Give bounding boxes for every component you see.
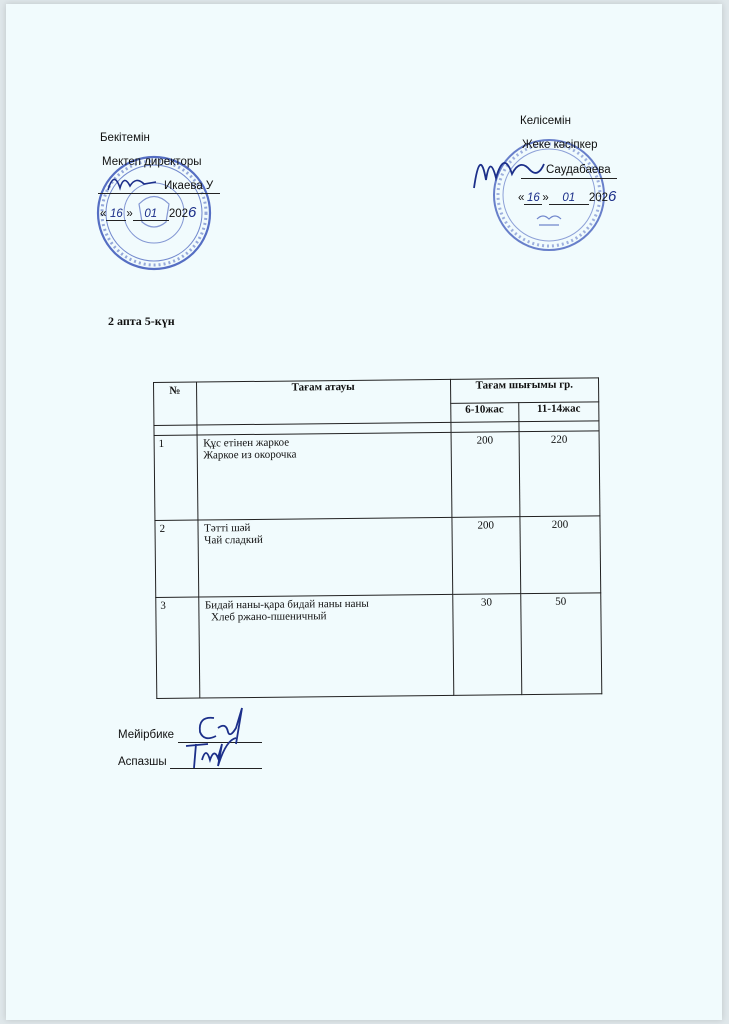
row-number: 1 — [154, 435, 197, 520]
entrepreneur-name: Саудабаева — [546, 164, 611, 176]
header-age-11-14: 11-14жас — [519, 402, 599, 422]
entrepreneur-position: Жеке кәсіпкер — [522, 139, 598, 151]
table-row — [154, 431, 600, 521]
entrepreneur-signature — [468, 144, 548, 194]
dish-name-kz: Тәтті шәй — [204, 521, 251, 535]
approve-title: Бекітемін — [100, 132, 150, 144]
director-name: Икаева У — [164, 180, 214, 192]
dish-name-ru: Чай сладкий — [204, 533, 263, 547]
cook-signature — [182, 730, 246, 774]
row-number: 2 — [155, 520, 198, 597]
portion-6-10: 200 — [451, 517, 520, 595]
cook-label: Аспазшы — [118, 756, 167, 768]
table-row — [155, 516, 601, 598]
director-position: Мектеп директоры — [102, 156, 202, 168]
header-no: № — [154, 382, 197, 425]
dish-name-kz: Бидай наны-қара бидай наны наны — [204, 597, 369, 612]
dish-name-ru: Жаркое из окорочка — [203, 448, 297, 462]
right-date: « 16 » 01 2026 — [518, 188, 617, 205]
header-age-6-10: 6-10жас — [450, 403, 519, 423]
dish-name-ru: Хлеб ржано-пшеничный — [211, 610, 327, 624]
menu-table — [153, 377, 602, 699]
table-row — [156, 593, 602, 699]
dish-name-kz: Құс етінен жаркое — [203, 436, 290, 450]
week-day-title: 2 апта 5-күн — [108, 314, 175, 328]
dish-name — [198, 517, 453, 597]
portion-6-10: 200 — [451, 432, 520, 518]
director-signature — [104, 166, 164, 196]
portion-11-14: 50 — [521, 593, 602, 695]
document-page — [6, 4, 722, 1020]
header-dish-name: Тағам атауы — [196, 379, 450, 425]
left-date: « 16 » 01 2026 — [100, 204, 197, 221]
header-output: Тағам шығымы гр. — [450, 378, 599, 404]
dish-name — [197, 432, 452, 520]
spacer-cell — [154, 425, 197, 435]
agree-title: Келісемін — [520, 115, 571, 127]
nurse-label: Мейірбике — [118, 729, 175, 741]
row-number: 3 — [156, 597, 200, 698]
spacer-cell — [450, 422, 518, 433]
portion-6-10: 30 — [452, 594, 521, 696]
portion-11-14: 220 — [519, 431, 600, 517]
portion-11-14: 200 — [520, 516, 601, 594]
dish-name — [198, 594, 453, 698]
